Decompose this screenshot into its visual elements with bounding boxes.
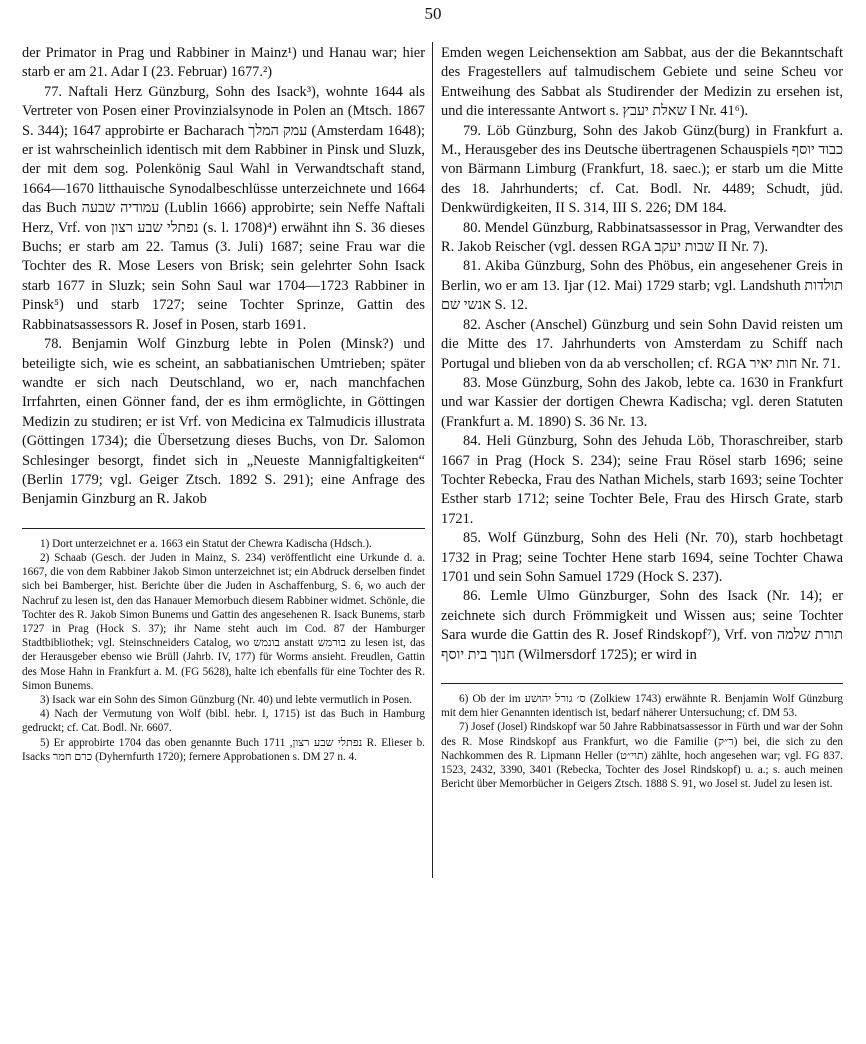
column-divider <box>432 42 433 878</box>
footnote-separator-right <box>441 683 843 684</box>
entry-83: 83. Mose Günzburg, Sohn des Jakob, lebte ca. 1630 in Frankfurt und war Kassier der dortigen Chewra Kadischa; vgl. deren Statuten (Frankfurt a. M. 1890) S. 36 Nr. 13. <box>441 374 843 430</box>
footnote-2: 2) Schaab (Gesch. der Juden in Mainz, S. 234) veröffentlicht eine Urkunde d. a. 1667, die von dem Rabbiner Jakob Simon unterzeichnet ist; ein Abdruck derselben findet sich bei Bamberger, hist. Berichte über die Juden in Aschaffenburg, S. 6, wo auch der Nachruf zu lesen ist, den das Hanauer Memorbuch diesem Rabbiner widmet. Schönle, die Tochter des R. Jakob Simon Bunems und Gattin des angesehenen R. Isack Bunems, starb 1727 in Prag (Hock S. 37); ihr Name steht auch im Cod. 87 der Hamburger Stadtbibliothek; vgl. Steinschneiders Catalog, wo בונמש anstatt בורמש zu lesen ist, das der Herausgeber ebenso wie Brüll (Jahrb. IV, 177) für Worms ansieht. Freudlen, Gattin des Mose Hahn in Frankfurt a. M. (FG 5628), halte ich ebenfalls für eine Tochter des R. Simon Bunems. <box>22 551 425 692</box>
right-footnotes <box>441 692 843 791</box>
footnote-7: 7) Josef (Josel) Rindskopf war 50 Jahre Rabbinatsassessor in Fürth und war der Sohn des R. Mose Rindskopf aus Frankfurt, wo die Familie (ר״ק) bei, die sich zu den Nachkommen des R. Lipmann Heller (תוי״ט) zählte, hoch angesehen war; vgl. FG 837. 1523, 2432, 3390, 3401 (Rebecka, Tochter des Josel Rindskopf) u. a.; s. auch meinen Bericht über Memorbücher in Geigers Ztsch. 1888 S. 91, wo Josel st. Judel zu lesen ist. <box>441 721 843 791</box>
right-main-text <box>441 44 843 665</box>
entry-79: 79. Löb Günzburg, Sohn des Jakob Günz(burg) in Frankfurt a. M., Herausgeber des ins Deutsche übertragenen Schauspiels כבוד יוסף von Bärmann Limburg (Frankfurt, 18. saec.); er starb um die Mitte des 18. Jahrhunderts; cf. Cat. Bodl. Nr. 4489; Schudt, jüd. Denkwürdigkeiten, II S. 314, III S. 226; DM 184. <box>441 122 843 217</box>
entry-85: 85. Wolf Günzburg, Sohn des Heli (Nr. 70), starb hochbetagt 1732 in Prag; seine Tochter Hene starb 1694, seine Tochter Chawa 1701 und sein Sohn Samuel 1729 (Hock S. 237). <box>441 530 843 585</box>
entry-78: 78. Benjamin Wolf Ginzburg lebte in Polen (Minsk?) und beteiligte sich, wie es scheint, an sabbatianischen Umtrieben; später wandte er sich nach Deutschland, wo er, nach manchfachen Irrfahrten, einen Gönner fand, der es ihm ermöglichte, in Göttingen Medizin zu studiren; er ist Vrf. von Medicina ex Talmudicis illustrata (Göttingen 1734); die Übersetzung dieses Buchs, von Dr. Salomon Schlesinger besorgt, findet sich in „Neueste Mannigfaltigkeiten“ (Berlin 1779; vgl. Geiger Ztsch. 1892 S. 291); eine Anfrage des Benjamin Ginzburg an R. Jakob <box>22 336 425 508</box>
entry-84: 84. Heli Günzburg, Sohn des Jehuda Löb, Thoraschreiber, starb 1667 in Prag (Hock S. 234); seine Frau Rösel starb 1696; seine Tochter Rebecka, Frau des Nathan Michels, starb 1693; seine Tochter Esther starb 1712; seine Tochter Bele, Frau des Hirsch Grate, starb 1721. <box>441 433 843 527</box>
left-main-text <box>22 44 425 510</box>
right-paragraph-continuation: Emden wegen Leichensektion am Sabbat, aus der die Bekanntschaft des Fragestellers auf talmudischem Gebiete und seine Scheu vor Entweihung des Sabbat als Studirender der Medizin zu ersehen ist, und die interessante Antwort s. שאלת יעבץ I Nr. 41⁶). <box>441 45 843 120</box>
entry-80: 80. Mendel Günzburg, Rabbinatsassessor in Prag, Verwandter des R. Jakob Reischer (vgl. dessen RGA שבות יעקב II Nr. 7). <box>441 219 843 256</box>
left-paragraph-continuation: der Primator in Prag und Rabbiner in Mainz¹) und Hanau war; hier starb er am 21. Adar I (23. Februar) 1677.²) <box>22 45 425 81</box>
footnote-6: 6) Ob der im ס׳ גורל יהושע (Zolkiew 1743) erwähnte R. Benjamin Wolf Günzburg mit dem hier Genannten identisch ist, bedarf näherer Untersuchung; cf. DM 53. <box>441 693 843 720</box>
entry-77: 77. Naftali Herz Günzburg, Sohn des Isack³), wohnte 1644 als Vertreter von Posen einer Provinzialsynode in Polen an (Mtsch. 1867 S. 344); 1647 approbirte er Bacharach עמק המלך (Amsterdam 1648); er ist wahrscheinlich identisch mit dem Rabbiner in Pinsk und Sluzk, der mit dem sog. Polenkönig Saul Wahl in Verwandtschaft stand, 1664—1670 litthauische Synodalbeschlüsse unterzeichnete und 1664 das Buch עמודיה שבעה (Lublin 1666) approbirte; sein Neffe Naftali Herz, Vrf. von נפתלי שבע רצון (s. l. 1708)⁴) erwähnt ihn S. 36 dieses Buchs; er starb am 22. Tamus (3. Juli) 1687; seine Frau war die Tochter des R. Mose Lesers von Brisk; sein gelehrter Sohn Isack starb 1677 in Sluzk; sein Sohn Saul war 1704—1723 Rabbiner in Pinsk⁵) und starb 1727; seine Tochter Sprinze, Gattin des Rabbinatsassessors R. Josef in Posen, starb 1691. <box>22 83 425 333</box>
footnote-3: 3) Isack war ein Sohn des Simon Günzburg (Nr. 40) und lebte vermutlich in Posen. <box>40 693 413 706</box>
footnote-5: 5) Er approbirte 1704 das oben genannte Buch נפתלי שבע רצון, 1711 R. Elieser b. Isacks כרם חמר (Dyhernfurth 1720); fernere Approbationen s. DM 27 n. 4. <box>22 736 425 763</box>
left-column <box>22 44 425 1040</box>
page-number: 50 <box>424 4 442 23</box>
entry-82: 82. Ascher (Anschel) Günzburg und sein Sohn David reisten um die Mitte des 17. Jahrhunderts von Amsterdam zu Schiff nach Portugal und blieben von da ab verschollen; cf. RGA חות יאיר Nr. 71. <box>441 316 843 372</box>
entry-86: 86. Lemle Ulmo Günzburger, Sohn des Isack (Nr. 14); er zeichnete sich durch Frömmigkeit und Wissen aus; seine Tochter Sara wurde die Gattin des R. Josef Rindskopf⁷), Vrf. von תורת שלמה חנוך בית יוסף (Wilmersdorf 1725); er wird in <box>441 588 843 663</box>
right-column <box>441 44 843 1040</box>
footnote-1: 1) Dort unterzeichnet er a. 1663 ein Statut der Chewra Kadischa (Hdsch.). <box>40 537 372 550</box>
footnote-4: 4) Nach der Vermutung von Wolf (bibl. hebr. I, 1715) ist das Buch in Hamburg gedruckt; cf. Cat. Bodl. Nr. 6607. <box>22 708 425 735</box>
left-footnotes <box>22 537 425 764</box>
footnote-separator-left <box>22 528 425 529</box>
entry-81: 81. Akiba Günzburg, Sohn des Phöbus, ein angesehener Greis in Berlin, wo er am 13. Ijar (12. Mai) 1729 starb; vgl. Landshuth תולדות אנשי שם S. 12. <box>441 258 843 314</box>
